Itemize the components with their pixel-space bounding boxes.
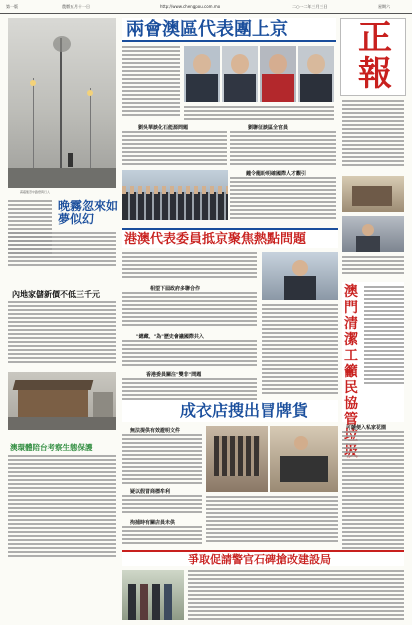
page-header bbox=[0, 0, 412, 14]
lead-sub-3: 鐘令龍盼明確國際人才觀引 bbox=[246, 171, 307, 177]
portrait-4 bbox=[298, 46, 334, 102]
weekday: 星期六 bbox=[378, 4, 390, 9]
lead-headline: 兩會澳區代表團上京 bbox=[126, 19, 288, 40]
mid-sub-1: 相望下屆政府多聯合作 bbox=[150, 286, 201, 292]
bottom-headline: 成衣店搜出冒牌貨 bbox=[180, 401, 309, 420]
bottom-sub-1: 無法提供有效證明文件 bbox=[130, 428, 181, 434]
lunar-date: 農曆五月十一日 bbox=[62, 4, 90, 9]
mid-sub-3: 香港委員關注"雙非"問題 bbox=[146, 372, 202, 378]
evidence-photo bbox=[270, 426, 338, 492]
masthead bbox=[340, 18, 406, 96]
shop-photo bbox=[206, 426, 268, 492]
right-headline: 澳門清潔工籲民協管垃圾 bbox=[344, 284, 358, 460]
masthead-title-bottom: 報 bbox=[358, 54, 392, 94]
masthead-title-top: 正 bbox=[358, 18, 392, 58]
mid-sub-2: "總藏、"為"歷史會議國際共入 bbox=[136, 334, 204, 340]
footer-banner bbox=[122, 550, 404, 566]
left-headline: 晚霧忽來如夢似幻 bbox=[58, 199, 119, 226]
group-photo bbox=[122, 170, 228, 220]
footer-headline: 爭取促請警官石碑搶改建設局 bbox=[188, 553, 331, 566]
lead-body-1 bbox=[122, 46, 180, 118]
bottom-sub-3: 拘捕時有關店員未供 bbox=[130, 520, 176, 526]
mid-headline: 港澳代表委員抵京聚焦熱點問題 bbox=[124, 232, 307, 247]
portrait-1 bbox=[184, 46, 220, 102]
delegate-photo bbox=[262, 252, 338, 300]
bottom-sub-2: 疑以假冒商標牟利 bbox=[130, 489, 171, 495]
footer-photo bbox=[122, 570, 184, 620]
fog-photo bbox=[8, 18, 116, 188]
site-url[interactable]: http://www.chengpou.com.mo bbox=[160, 4, 221, 9]
portrait-2 bbox=[222, 46, 258, 102]
issue-date: 二○一二年三月三日 bbox=[292, 4, 328, 9]
masthead-info bbox=[342, 100, 404, 170]
footer-body bbox=[188, 570, 404, 622]
left-body-2 bbox=[8, 232, 116, 268]
right-photo-2 bbox=[342, 216, 404, 252]
photo-caption: 霧霾籠罩中路燈與行人 bbox=[20, 190, 51, 194]
lead-sub-1: 劉吳華談化石能源問題 bbox=[138, 125, 189, 131]
right-sub: 可隨便入私家花園 bbox=[346, 425, 387, 431]
left-body-3 bbox=[8, 301, 116, 367]
left-sub-headline: 內地家儲新價不低三千元 bbox=[12, 289, 100, 299]
left-body-4 bbox=[8, 455, 116, 563]
page-number: 第一版 bbox=[6, 4, 18, 9]
bottom-banner bbox=[122, 400, 338, 422]
lead-sub-2: 劉聯征談區全官員 bbox=[248, 125, 289, 131]
right-photo-1 bbox=[342, 176, 404, 212]
lead-banner bbox=[122, 18, 336, 42]
mid-banner bbox=[122, 228, 338, 248]
portrait-3 bbox=[260, 46, 296, 102]
green-headline: 澳環體陪台考察生態保護 bbox=[10, 443, 93, 452]
building-photo bbox=[8, 372, 116, 430]
